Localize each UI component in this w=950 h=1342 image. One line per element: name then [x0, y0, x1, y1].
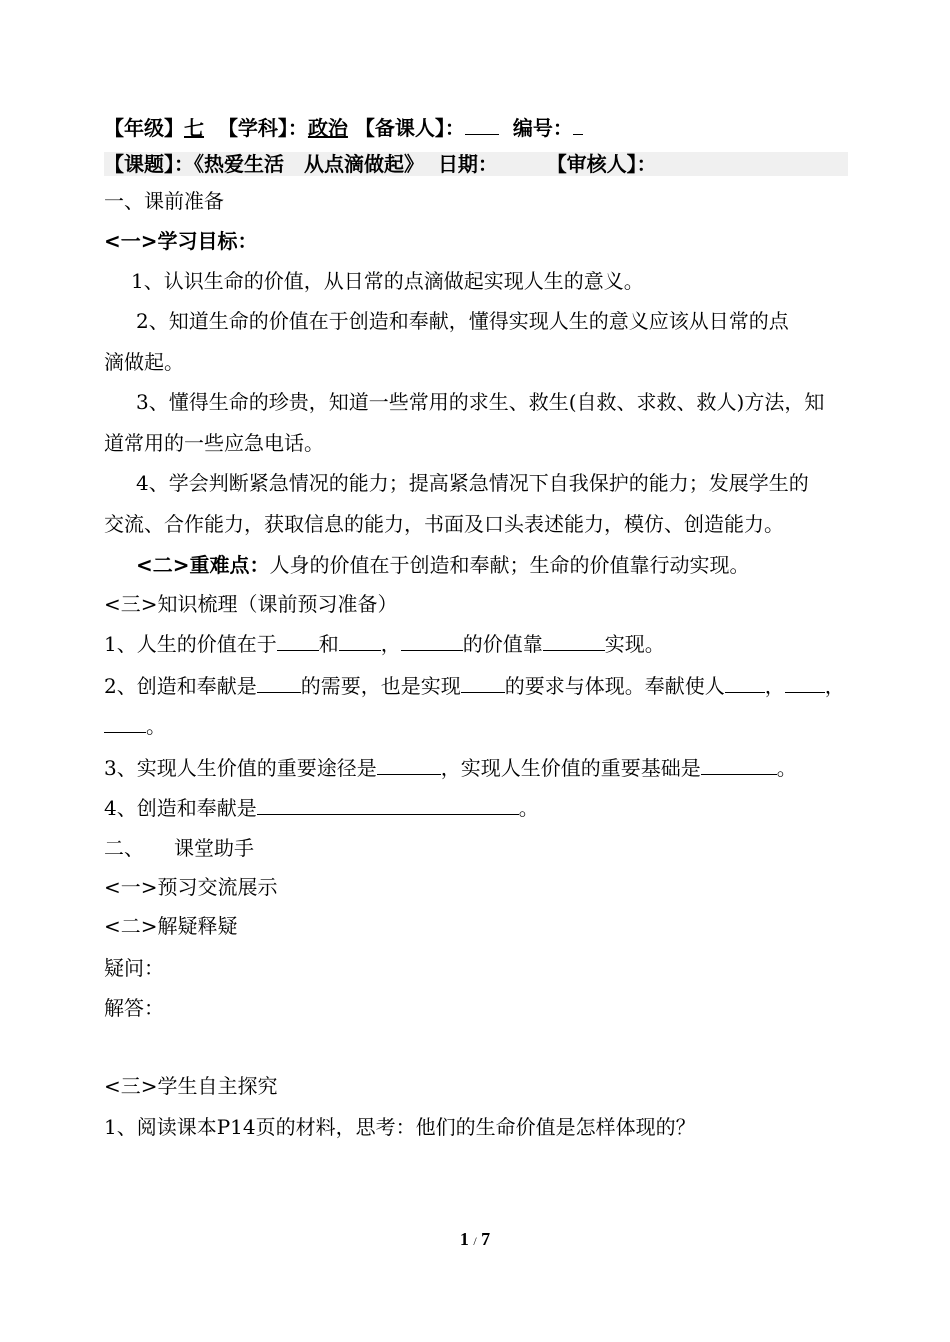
header-line-1: [104, 116, 583, 140]
q2-text-b: 的需要，也是实现: [300, 674, 461, 698]
section2-title: 二、 课堂助手: [104, 836, 254, 860]
key-label: <二>重难点：: [136, 553, 270, 577]
grade-value: 七: [184, 116, 204, 140]
preparer-label: 【备课人】：: [354, 116, 465, 140]
q2-text-c: 的要求与体现。奉献使人: [504, 674, 725, 698]
q2-text-f: 。: [146, 714, 166, 738]
grade-label: 【年级】: [104, 116, 184, 140]
topic-value: 《热爱生活 从点滴做起》: [194, 152, 424, 176]
q2-blank-3: [725, 674, 765, 693]
preparer-blank: [465, 116, 499, 135]
q4-blank: [257, 796, 519, 815]
date-label: 日期：: [437, 152, 498, 176]
page-number: [0, 1229, 950, 1250]
goal-3-line-b: 道常用的一些应急电话。: [104, 431, 324, 455]
goal-2-line-a: 2、知道生命的价值在于创造和奉献，懂得实现人生的意义应该从日常的点: [136, 309, 789, 333]
q1-blank-4: [543, 632, 605, 651]
q3-text-c: 。: [776, 756, 797, 780]
q1-blank-1: [277, 632, 319, 651]
section2-sub-2: <二>解疑释疑: [104, 914, 238, 938]
header-line-2: [104, 152, 848, 176]
q3-text-a: 3、实现人生价值的重要途径是: [104, 756, 377, 780]
question-3: [104, 756, 797, 780]
q1-blank-3: [401, 632, 463, 651]
q1-text-b: 和: [318, 632, 339, 656]
knowledge-title: <三>知识梳理（课前预习准备）: [104, 592, 398, 616]
q2-blank-5: [104, 714, 146, 733]
explore-item-1: 1、阅读课本P14页的材料，思考：他们的生命价值是怎样体现的？: [104, 1115, 696, 1139]
page-separator: /: [473, 1234, 477, 1248]
goal-1: 1、认识生命的价值，从日常的点滴做起实现人生的意义。: [131, 269, 644, 293]
section2-sub-1: <一>预习交流展示: [104, 875, 278, 899]
q3-text-b: ，实现人生价值的重要基础是: [440, 756, 701, 780]
page-total: 7: [481, 1229, 491, 1249]
topic-label: 【课题】：: [104, 152, 194, 176]
goal-4-line-b: 交流、合作能力，获取信息的能力，书面及口头表述能力，模仿、创造能力。: [104, 512, 784, 536]
goal-2-line-b: 滴做起。: [104, 350, 184, 374]
answer-label: 解答：: [104, 996, 164, 1020]
q2-text-a: 2、创造和奉献是: [104, 674, 257, 698]
number-label: 编号：: [512, 116, 573, 140]
q4-text-a: 4、创造和奉献是: [104, 796, 257, 820]
q1-text-a: 1、人生的价值在于: [104, 632, 277, 656]
question-4: [104, 796, 539, 820]
question-2: [104, 674, 845, 698]
question-2-cont: [104, 714, 166, 738]
section2-sub-3: <三>学生自主探究: [104, 1074, 278, 1098]
goals-title: <一>学习目标：: [104, 229, 258, 253]
q2-text-e: ，: [824, 674, 845, 698]
q2-blank-4: [785, 674, 825, 693]
q1-text-c: ，: [380, 632, 401, 656]
goal-4-line-a: 4、学会判断紧急情况的能力；提高紧急情况下自我保护的能力；发展学生的: [136, 471, 809, 495]
key-text: 人身的价值在于创造和奉献；生命的价值靠行动实现。: [269, 553, 750, 577]
page-current: 1: [459, 1229, 469, 1249]
q1-blank-2: [339, 632, 381, 651]
q4-text-b: 。: [518, 796, 539, 820]
subject-value: 政治: [307, 116, 348, 140]
goal-3-line-a: 3、懂得生命的珍贵，知道一些常用的求生、救生(自救、求救、救人)方法，知: [136, 390, 825, 414]
q1-text-d: 的价值靠: [462, 632, 543, 656]
q2-text-d: ，: [764, 674, 785, 698]
q3-blank-1: [377, 756, 441, 775]
q1-text-e: 实现。: [604, 632, 665, 656]
section1-title: 一、课前准备: [104, 189, 224, 213]
q2-blank-2: [461, 674, 505, 693]
number-blank: [573, 116, 583, 135]
subject-label: 【学科】：: [217, 116, 308, 140]
key-points: [136, 553, 750, 577]
q3-blank-2: [701, 756, 777, 775]
question-label: 疑问：: [104, 956, 164, 980]
reviewer-label: 【审核人】：: [546, 152, 657, 176]
q2-blank-1: [257, 674, 301, 693]
question-1: [104, 632, 665, 656]
